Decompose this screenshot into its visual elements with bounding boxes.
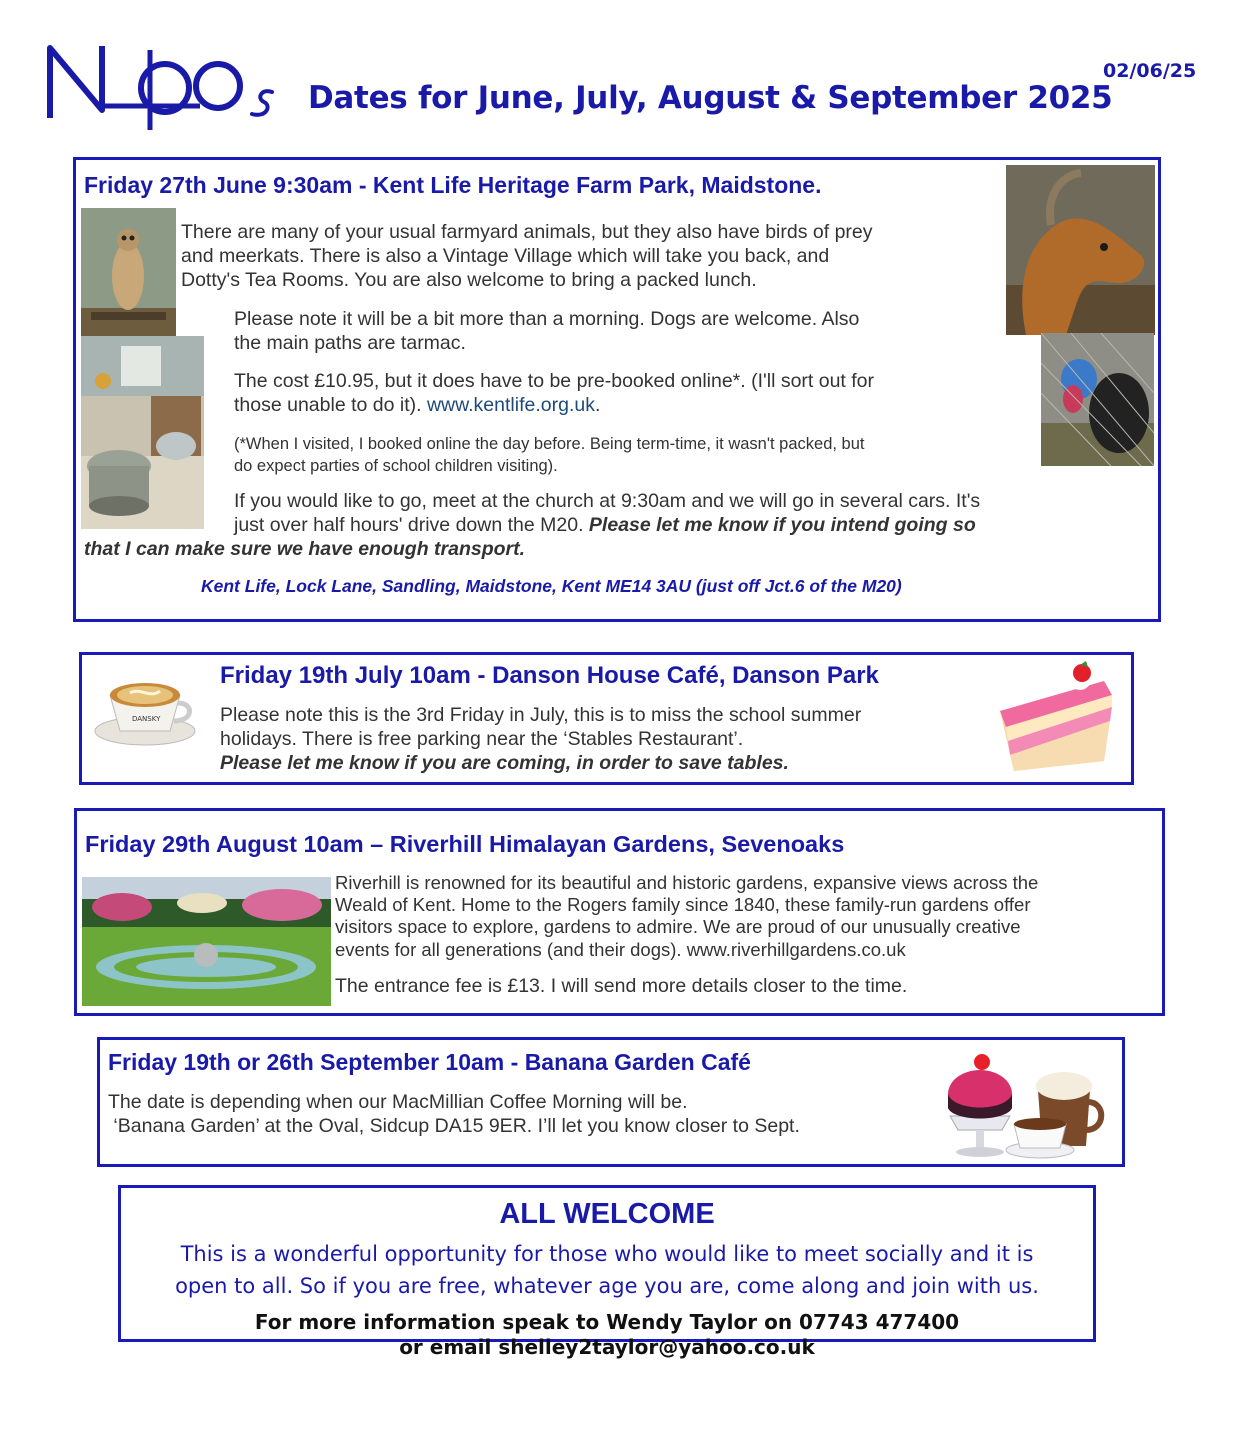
n4os-logo <box>40 30 280 130</box>
coffee-cup-icon <box>90 669 200 749</box>
event-heading: Friday 29th August 10am – Riverhill Himalayan Gardens, Sevenoaks <box>85 831 845 857</box>
riverhill-garden-photo <box>82 877 331 1006</box>
event-text: Weald of Kent. Home to the Rogers family since 1840, these family-run gardens offer <box>335 894 1031 915</box>
event-heading: Friday 19th July 10am - Danson House Café, Danson Park <box>220 662 879 689</box>
event-heading: Friday 19th or 26th September 10am - Banana Garden Café <box>108 1049 751 1075</box>
event-heading: Friday 27th June 9:30am - Kent Life Heritage Farm Park, Maidstone. <box>84 172 822 198</box>
event-text: The date is depending when our MacMillian Coffee Morning will be. <box>108 1091 688 1113</box>
event-danson-house <box>79 652 1134 785</box>
welcome-box <box>118 1185 1096 1342</box>
event-text: holidays. There is free parking near the ‘Stables Restaurant’. <box>220 728 744 750</box>
event-emphasis: Please let me know if you are coming, in order to save tables. <box>220 752 789 774</box>
contact-phone: For more information speak to Wendy Taylor on 07743 477400 <box>254 1310 960 1334</box>
contact-email[interactable]: or email shelley2taylor@yahoo.co.uk <box>399 1335 815 1359</box>
event-note: do expect parties of school children visiting). <box>234 457 558 475</box>
event-text: and meerkats. There is also a Vintage Village which will take you back, and <box>181 245 830 267</box>
event-text: events for all generations (and their dogs). www.riverhillgardens.co.uk <box>335 939 906 960</box>
event-emphasis: Please let me know if you intend going so <box>588 514 976 536</box>
event-text: Please note this is the 3rd Friday in July, this is to miss the school summer <box>220 704 862 726</box>
event-text <box>234 393 600 417</box>
event-banana-garden <box>97 1037 1125 1167</box>
event-text: Riverhill is renowned for its beautiful and historic gardens, expansive views across the <box>335 872 1039 893</box>
svg-text:DANSKY: DANSKY <box>132 715 161 723</box>
turkey-photo <box>1041 333 1154 466</box>
event-emphasis: that I can make sure we have enough transport. <box>84 538 526 560</box>
event-text: Please note it will be a bit more than a morning. Dogs are welcome. Also <box>234 308 860 330</box>
event-text: The entrance fee is £13. I will send more details closer to the time. <box>335 975 908 997</box>
kentlife-link[interactable]: www.kentlife.org.uk <box>426 394 595 416</box>
welcome-text: This is a wonderful opportunity for those who would like to meet socially and it is <box>180 1242 1034 1266</box>
document-date: 02/06/25 <box>1103 60 1197 82</box>
event-text: ‘Banana Garden’ at the Oval, Sidcup DA15 9ER. I’ll let you know closer to Sept. <box>108 1115 800 1137</box>
event-text-part: those unable to do it). <box>234 394 422 416</box>
event-note: (*When I visited, I booked online the day before. Being term-time, it wasn't packed, but <box>234 435 865 453</box>
event-text: the main paths are tarmac. <box>234 332 466 354</box>
page-title: Dates for June, July, August & September 2025 <box>308 80 1113 116</box>
event-text: Dotty's Tea Rooms. You are also welcome to bring a packed lunch. <box>181 269 757 291</box>
event-riverhill <box>74 808 1165 1016</box>
meerkat-photo <box>81 208 176 336</box>
tea-room-photo <box>81 336 204 529</box>
welcome-text: open to all. So if you are free, whatever age you are, come along and join with us. <box>175 1274 1039 1298</box>
welcome-title: ALL WELCOME <box>499 1198 715 1230</box>
goat-photo <box>1006 165 1155 335</box>
event-text <box>234 513 976 537</box>
coffee-and-cake-icon <box>930 1046 1110 1161</box>
event-text: If you would like to go, meet at the church at 9:30am and we will go in several cars. It's <box>234 490 981 512</box>
event-text: visitors space to explore, gardens to admire. We are proud of our unusually creative <box>335 916 1021 937</box>
event-text: The cost £10.95, but it does have to be pre-booked online*. (I'll sort out for <box>234 370 875 392</box>
cake-slice-icon <box>994 661 1119 776</box>
punctuation: . <box>594 394 601 416</box>
event-kent-life <box>73 157 1161 622</box>
event-address: Kent Life, Lock Lane, Sandling, Maidstone, Kent ME14 3AU (just off Jct.6 of the M20) <box>201 576 902 596</box>
event-text: There are many of your usual farmyard animals, but they also have birds of prey <box>181 221 873 243</box>
event-text-part: just over half hours' drive down the M20. <box>234 514 584 536</box>
